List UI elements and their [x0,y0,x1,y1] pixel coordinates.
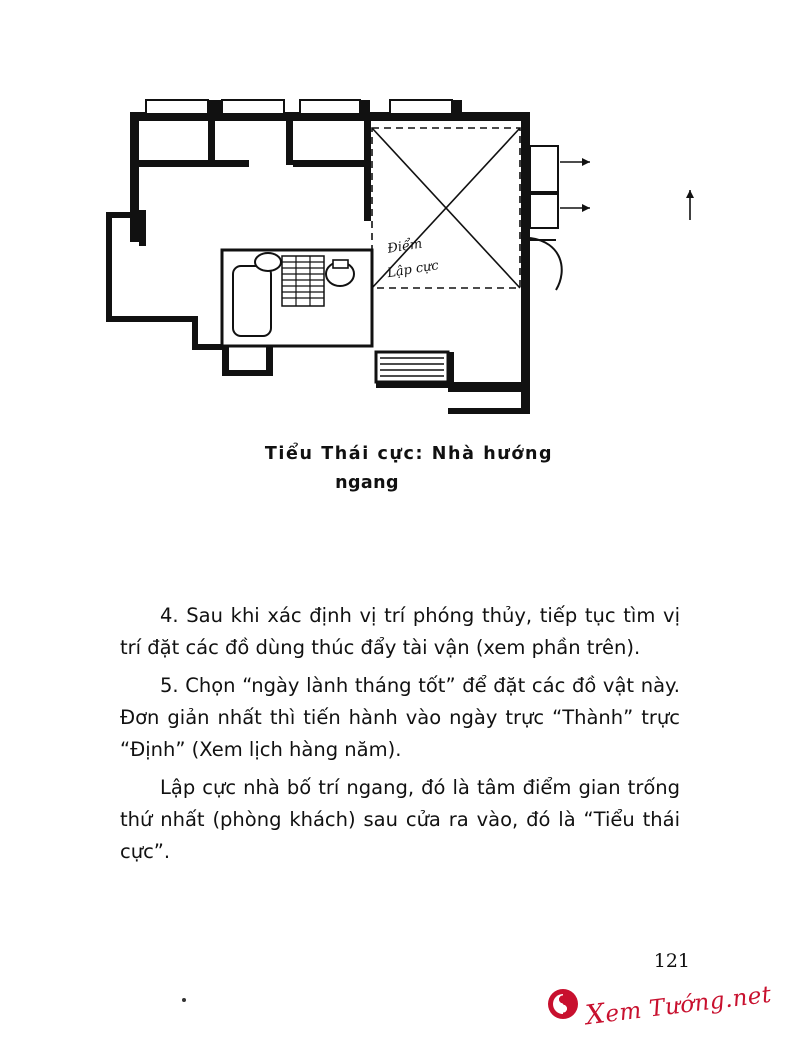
figure-floorplan [0,90,800,490]
paragraph-closing: Lập cực nhà bố trí ngang, đó là tâm điểm gian trống thứ nhất (phòng khách) sau cửa ra vào, đó là “Tiểu thái cực”. [120,776,680,863]
plan-label-line2: Lập cực [386,258,440,282]
plan-label-line1: Điểm [386,236,424,257]
yin-yang-icon [548,989,578,1019]
watermark [548,981,774,1031]
ink-speck [182,998,186,1002]
watermark-rest: em Tướng.net [603,981,774,1028]
figure-caption [0,440,800,498]
page-body [120,600,680,868]
figure-caption-line-1: Tiểu Thái cực: Nhà hướng [264,444,554,464]
floorplan-drawing [90,90,710,420]
paragraph-item-4: 4. Sau khi xác định vị trí phóng thủy, tiếp tục tìm vị trí đặt các đồ dùng thúc đẩy tài vận (xem phần trên). [120,604,680,659]
watermark-initial: X [583,997,608,1031]
watermark-text [584,977,773,1031]
page-number: 121 [653,950,690,972]
figure-caption-line-2: ngang [335,473,399,493]
paragraph-item-5: 5. Chọn “ngày lành tháng tốt” để đặt các đồ vật này. Đơn giản nhất thì tiến hành vào ngày trực “Thành” trực “Định” (Xem lịch hàng năm). [120,674,680,761]
